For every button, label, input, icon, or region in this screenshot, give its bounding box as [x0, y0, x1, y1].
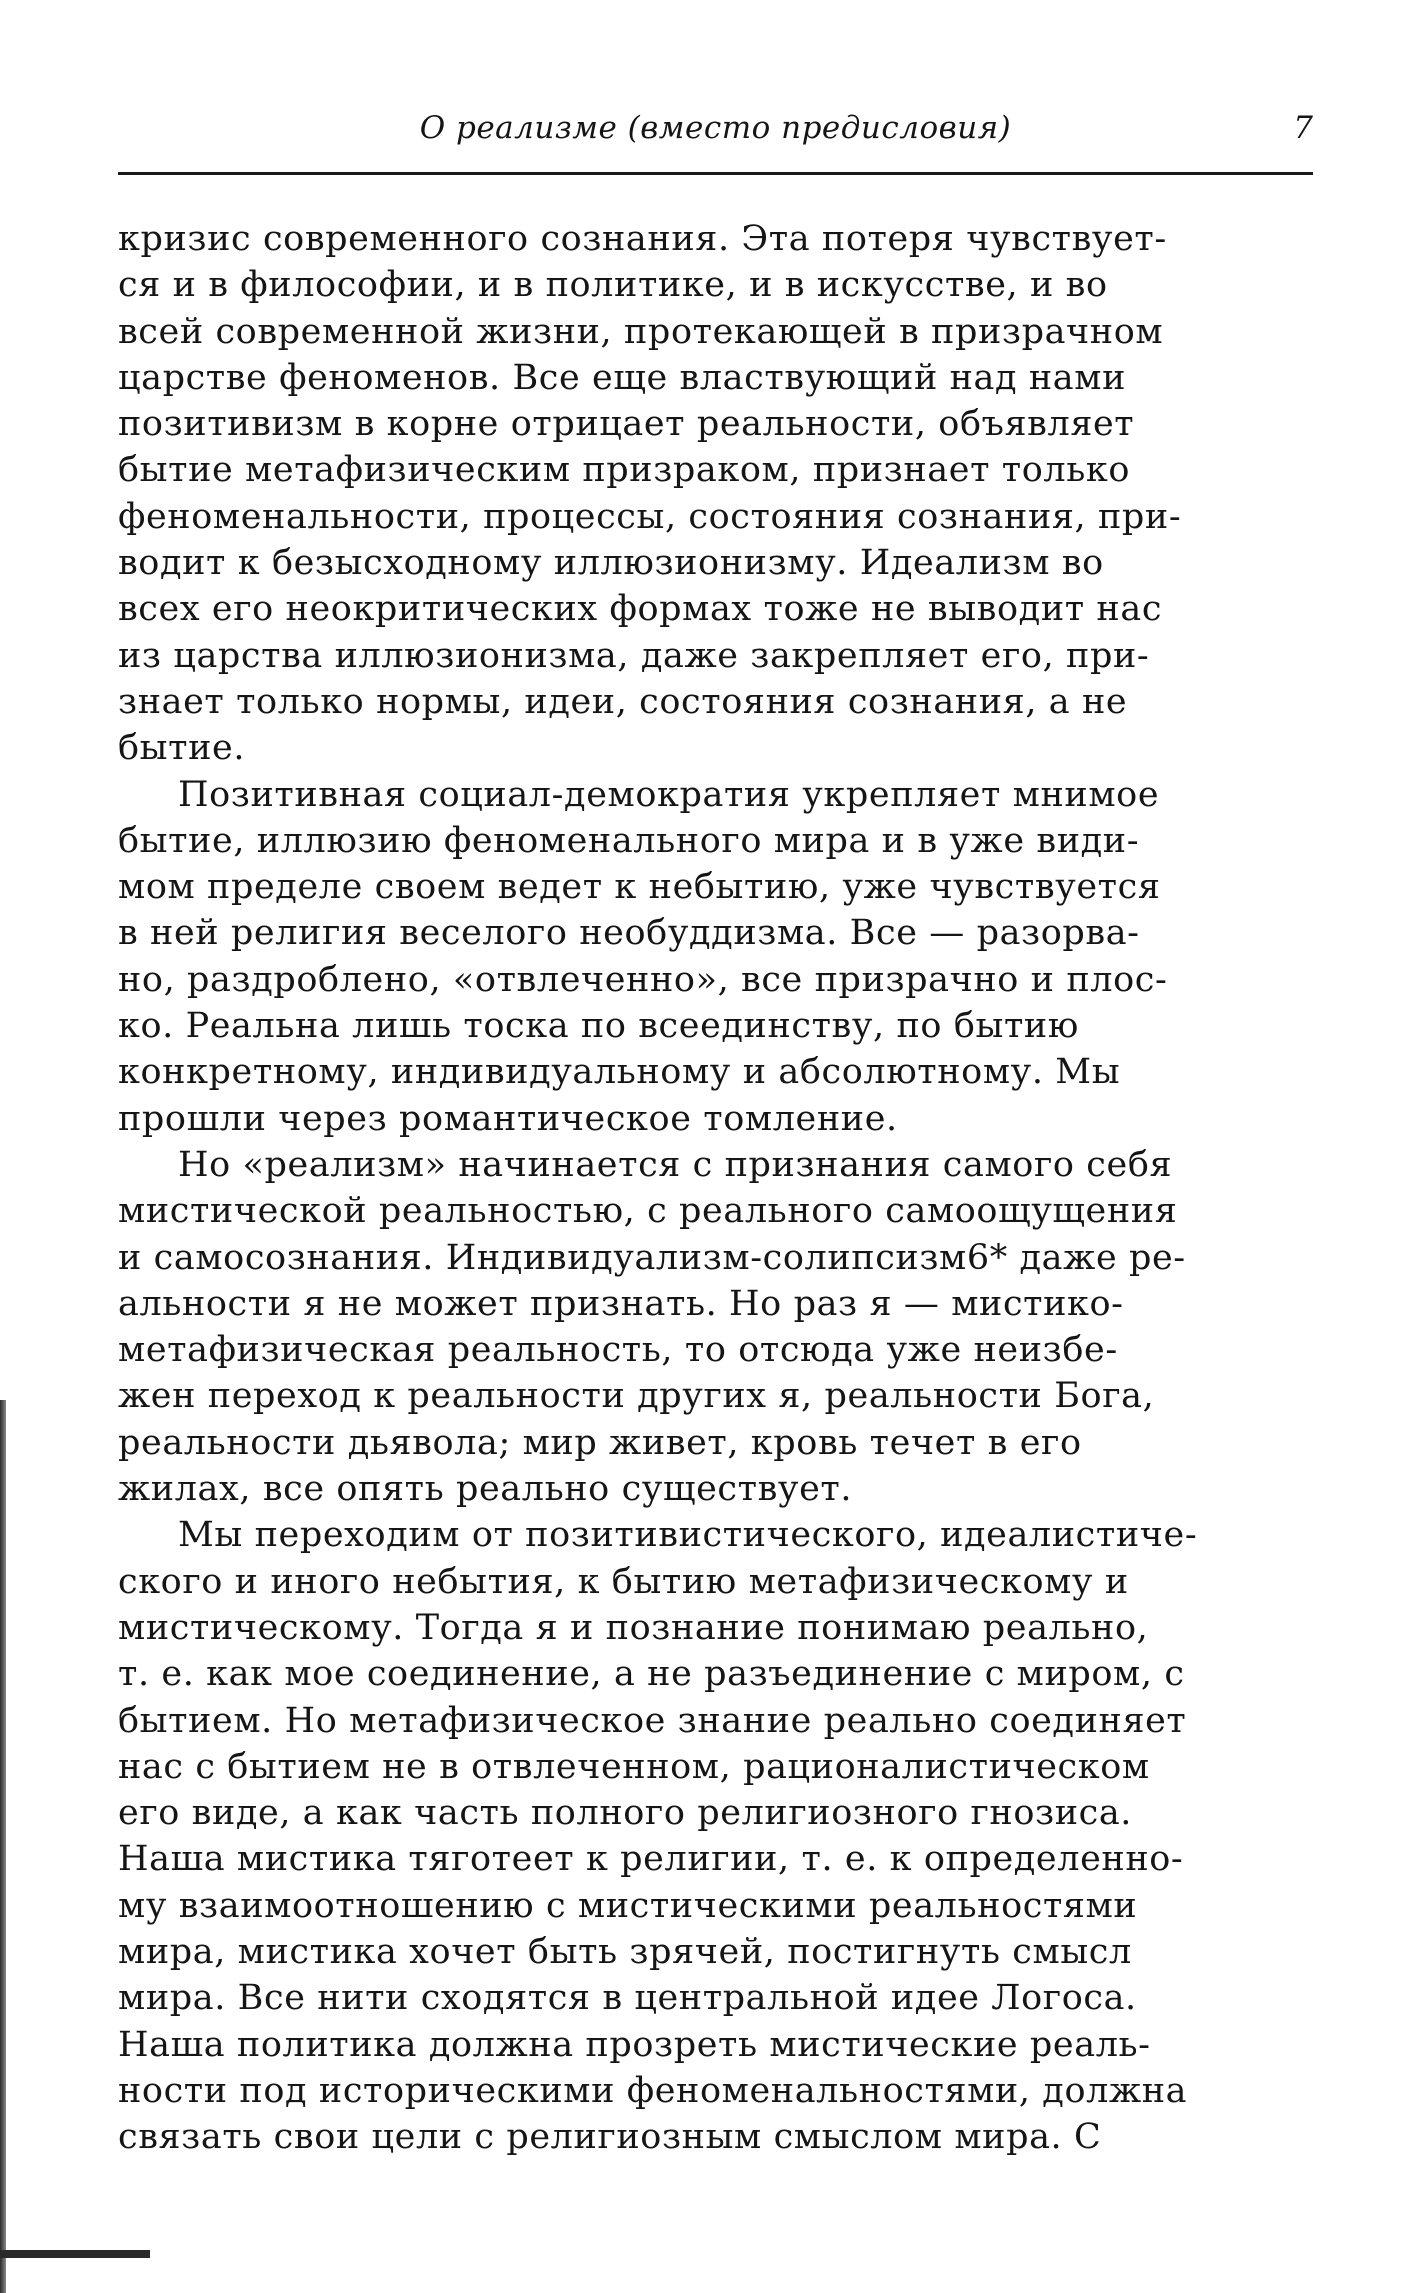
- book-page: [118, 0, 1313, 2293]
- paragraph-2: Позитивная социал-демократия укрепляет мнимое бытие, иллюзию феноменального мира и в уже види- мом пределе своем ведет к небытию, уже чувствуется в ней религия веселого необуддизма. Все — разорва- но, раздроблено, «отвлеченно», все призрачно и плос- ко. Реальна лишь тоска по всеединству, по бытию конкретному, индивидуальному и абсолютному. Мы прошли через романтическое томление.: [118, 774, 1168, 1139]
- running-title: О реализме (вместо предисловия): [419, 110, 1012, 146]
- body-text: [118, 216, 1313, 2160]
- paragraph-4: Мы переходим от позитивистического, идеалистиче- ского и иного небытия, к бытию метафизическому и мистическому. Тогда я и познание понимаю реально, т. е. как мое соединение, а не разъединение с миром, с бытием. Но метафизическое знание реально соединяет нас с бытием не в отвлеченном, рационалистическом его виде, а как часть полного религиозного гнозиса. Наша мистика тяготеет к религии, т. е. к определенно- му взаимоотношению с мистическими реальностями мира, мистика хочет быть зрячей, постигнуть смысл мира. Все нити сходятся в центральной идее Логоса. Наша политика должна прозреть мистические реаль- ности под историческими феноменальностями, должна связать свои цели с религиозным смыслом мира. С: [118, 1515, 1198, 2158]
- paragraph-3: Но «реализм» начинается с признания самого себя мистической реальностью, с реального самоощущения и самосознания. Индивидуализм-солипсизм6* даже ре- альности я не может признать. Но раз я — мистико- метафизическая реальность, то отсюда уже неизбе- жен переход к реальности других я, реальности Бога, реальности дьявола; мир живет, кровь течет в его жилах, все опять реально существует.: [118, 1144, 1186, 1510]
- header-rule: [118, 172, 1313, 175]
- scan-bottom-mark: [0, 2250, 150, 2258]
- page-number: 7: [1293, 110, 1313, 146]
- paragraph-1: кризис современного сознания. Эта потеря чувствует- ся и в философии, и в политике, и в искусстве, и во всей современной жизни, протекающей в призрачном царстве феноменов. Все еще властвующий над нами позитивизм в корне отрицает реальности, объявляет бытие метафизическим призраком, признает только феноменальности, процессы, состояния сознания, при- водит к безысходному иллюзионизму. Идеализм во всех его неокритических формах тоже не выводит нас из царства иллюзионизма, даже закрепляет его, при- знает только нормы, идеи, состояния сознания, а не бытие.: [118, 219, 1182, 769]
- running-head: [118, 108, 1313, 156]
- scan-edge-shadow: [0, 1400, 6, 2293]
